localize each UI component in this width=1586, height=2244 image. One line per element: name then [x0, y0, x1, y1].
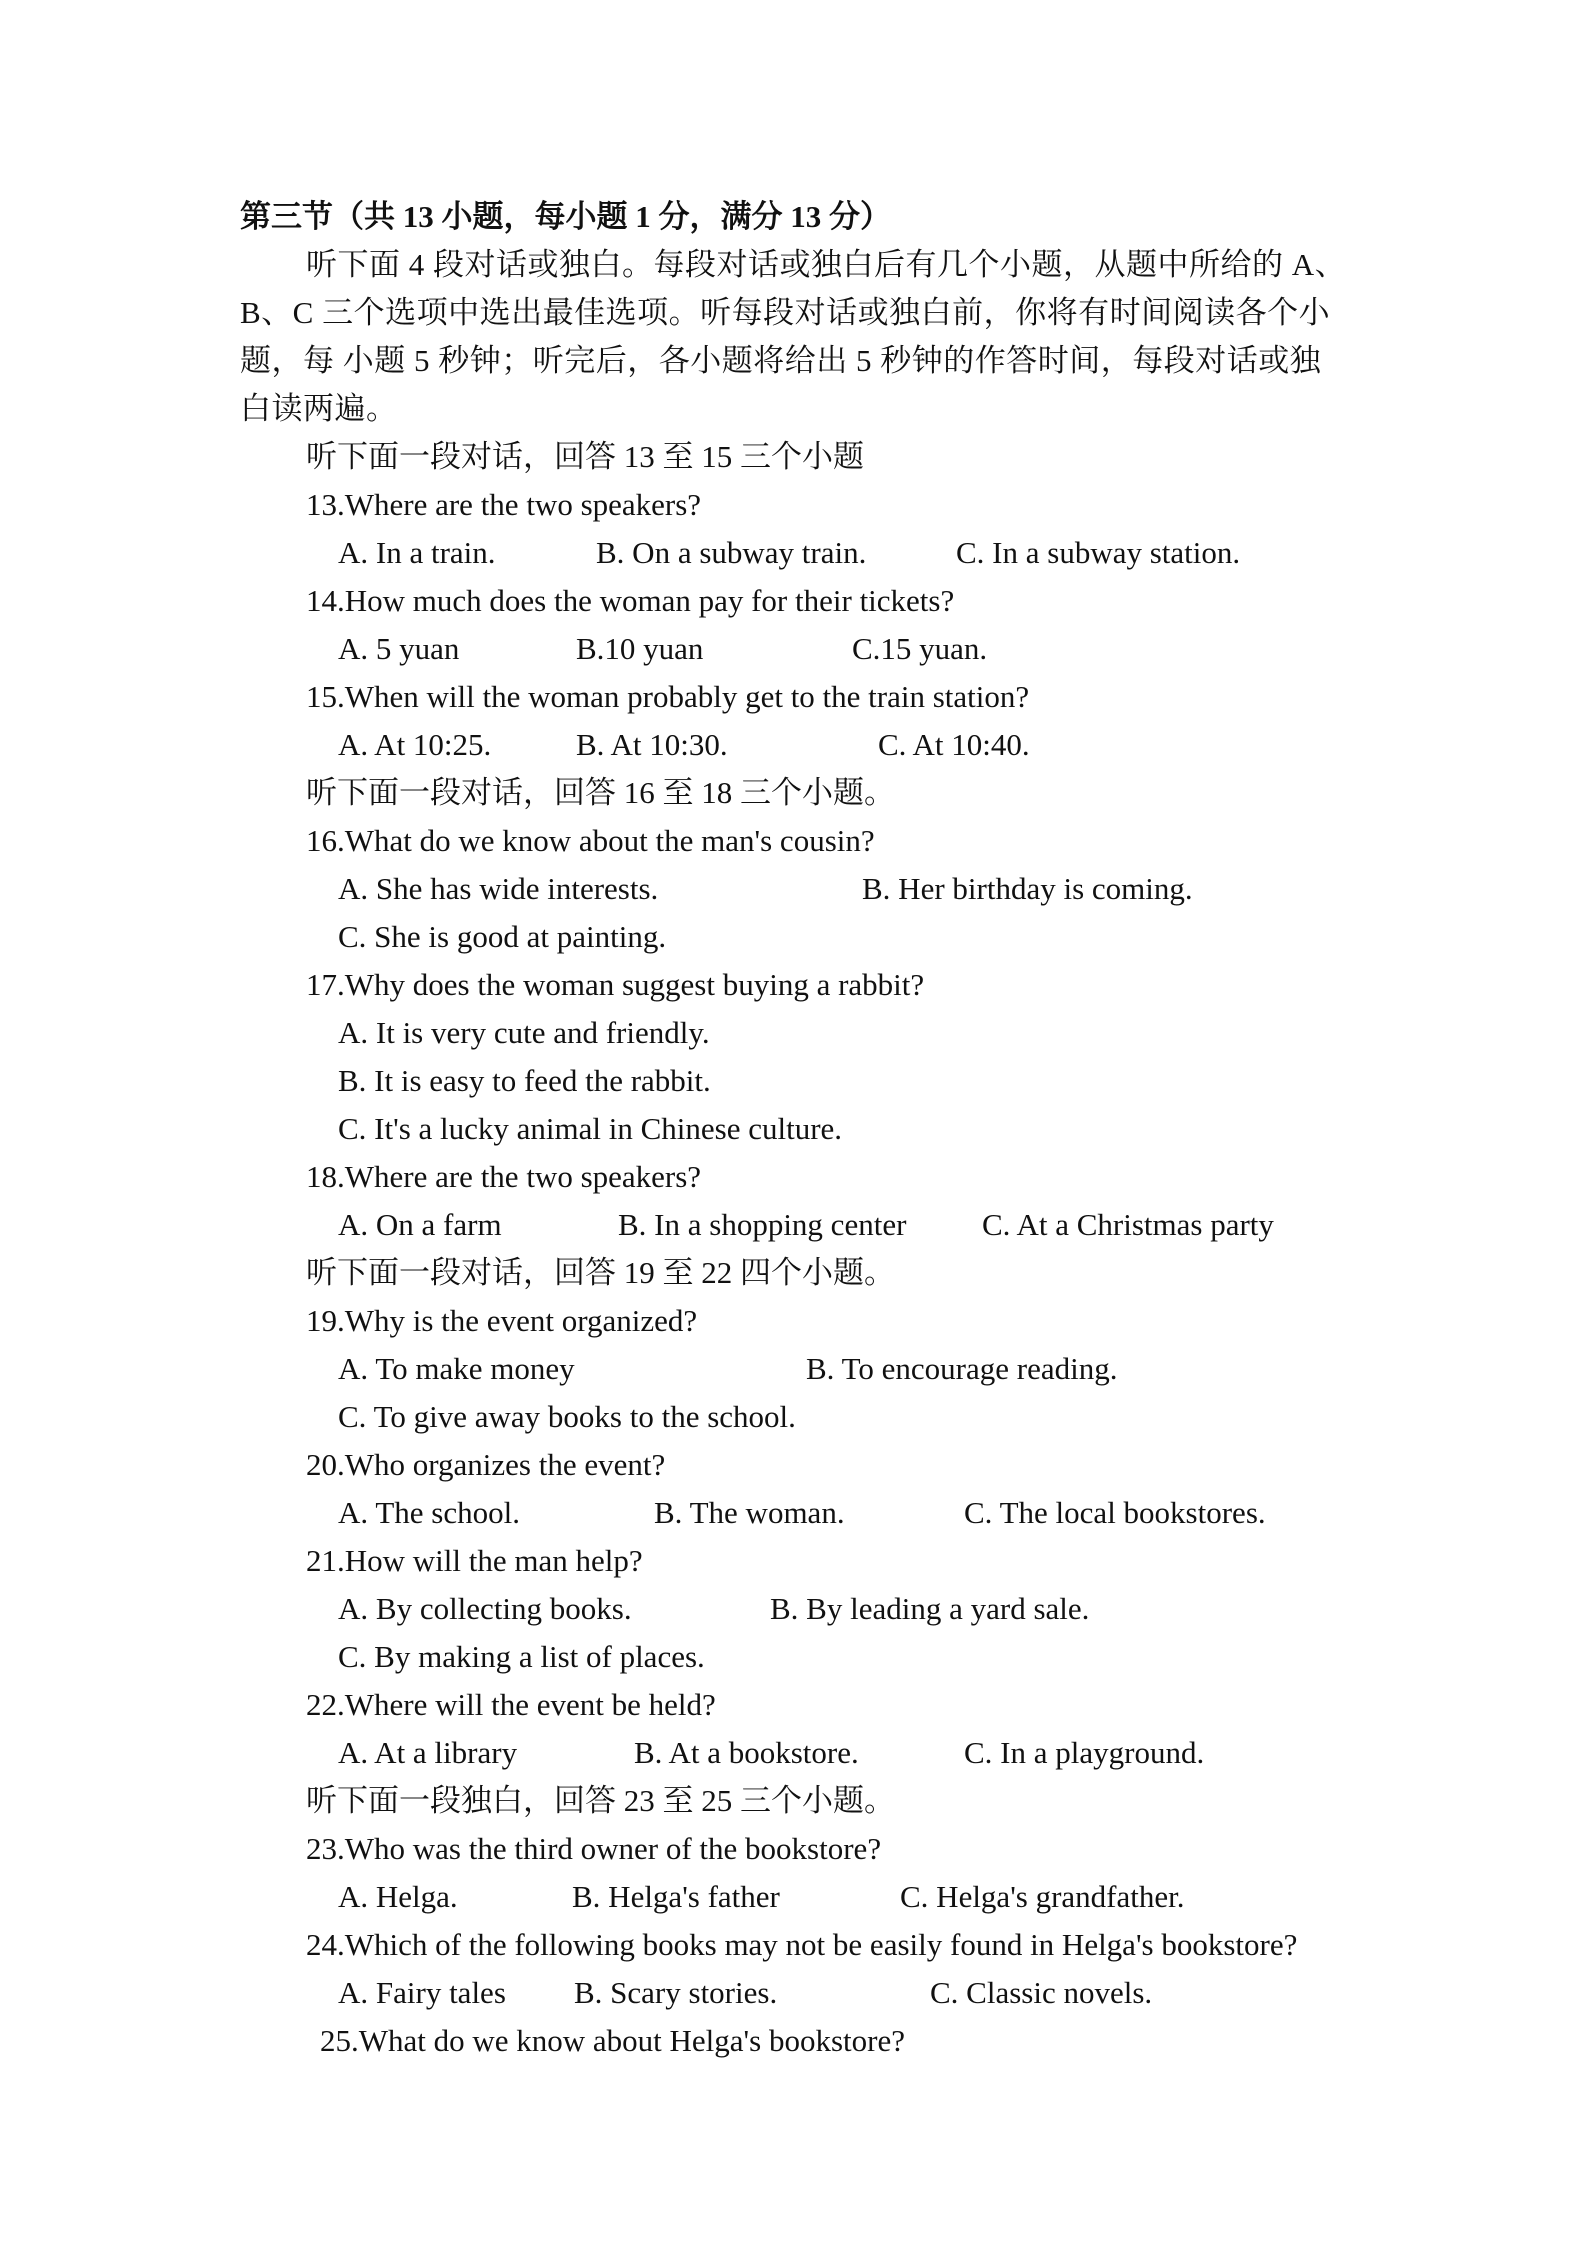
- instructions-line-3: 题，每 小题 5 秒钟；听完后，各小题将给出 5 秒钟的作答时间，每段对话或独: [240, 343, 1322, 378]
- question-21: 21.How will the man help?: [306, 1543, 643, 1578]
- q14-option-c: C.15 yuan.: [852, 631, 988, 666]
- question-16: 16.What do we know about the man's cousin?: [306, 823, 875, 858]
- q22-option-c: C. In a playground.: [964, 1735, 1205, 1770]
- question-18: 18.Where are the two speakers?: [306, 1159, 702, 1194]
- question-13: 13.Where are the two speakers?: [306, 487, 702, 522]
- q24-option-b: B. Scary stories.: [574, 1975, 778, 2010]
- q15-option-b: B. At 10:30.: [576, 727, 728, 762]
- q16-option-a: A. She has wide interests.: [338, 871, 659, 906]
- q13-option-a: A. In a train.: [338, 535, 496, 570]
- q15-option-a: A. At 10:25.: [338, 727, 492, 762]
- section-heading: 第三节（共 13 小题，每小题 1 分，满分 13 分）: [240, 199, 891, 234]
- question-24: 24.Which of the following books may not be easily found in Helga's bookstore?: [306, 1927, 1298, 1962]
- q23-option-b: B. Helga's father: [572, 1879, 780, 1914]
- q13-option-b: B. On a subway train.: [596, 535, 867, 570]
- q18-option-c: C. At a Christmas party: [982, 1207, 1274, 1242]
- q20-option-b: B. The woman.: [654, 1495, 845, 1530]
- q24-option-c: C. Classic novels.: [930, 1975, 1153, 2010]
- q20-option-a: A. The school.: [338, 1495, 520, 1530]
- question-23: 23.Who was the third owner of the bookstore?: [306, 1831, 882, 1866]
- instructions-line-4: 白读两遍。: [240, 391, 398, 426]
- q17-option-a: A. It is very cute and friendly.: [338, 1015, 710, 1050]
- q14-option-b: B.10 yuan: [576, 631, 704, 666]
- section-instruction-3: 听下面一段对话，回答 19 至 22 四个小题。: [306, 1255, 895, 1290]
- q20-option-c: C. The local bookstores.: [964, 1495, 1266, 1530]
- section-instruction-1: 听下面一段对话，回答 13 至 15 三个小题: [306, 439, 864, 474]
- question-14: 14.How much does the woman pay for their tickets?: [306, 583, 955, 618]
- q15-option-c: C. At 10:40.: [878, 727, 1030, 762]
- q21-option-b: B. By leading a yard sale.: [770, 1591, 1090, 1626]
- question-22: 22.Where will the event be held?: [306, 1687, 716, 1722]
- q17-option-c: C. It's a lucky animal in Chinese culture.: [338, 1111, 843, 1146]
- q18-option-a: A. On a farm: [338, 1207, 502, 1242]
- q19-option-c: C. To give away books to the school.: [338, 1399, 796, 1434]
- q16-option-c: C. She is good at painting.: [338, 919, 667, 954]
- q13-option-c: C. In a subway station.: [956, 535, 1241, 570]
- q23-option-c: C. Helga's grandfather.: [900, 1879, 1185, 1914]
- instructions-line-1: 听下面 4 段对话或独白。每段对话或独白后有几个小题，从题中所给的 A、: [306, 247, 1347, 282]
- q18-option-b: B. In a shopping center: [618, 1207, 907, 1242]
- question-17: 17.Why does the woman suggest buying a rabbit?: [306, 967, 925, 1002]
- question-20: 20.Who organizes the event?: [306, 1447, 666, 1482]
- q19-option-b: B. To encourage reading.: [806, 1351, 1118, 1386]
- q21-option-c: C. By making a list of places.: [338, 1639, 705, 1674]
- q21-option-a: A. By collecting books.: [338, 1591, 632, 1626]
- q22-option-a: A. At a library: [338, 1735, 518, 1770]
- question-15: 15.When will the woman probably get to the train station?: [306, 679, 1030, 714]
- section-instruction-4: 听下面一段独白，回答 23 至 25 三个小题。: [306, 1783, 895, 1818]
- q22-option-b: B. At a bookstore.: [634, 1735, 859, 1770]
- instructions-line-2: B、C 三个选项中选出最佳选项。听每段对话或独白前，你将有时间阅读各个小: [240, 295, 1331, 330]
- q24-option-a: A. Fairy tales: [338, 1975, 506, 2010]
- question-25: 25.What do we know about Helga's bookstore?: [320, 2023, 905, 2058]
- q14-option-a: A. 5 yuan: [338, 631, 460, 666]
- q16-option-b: B. Her birthday is coming.: [862, 871, 1193, 906]
- q17-option-b: B. It is easy to feed the rabbit.: [338, 1063, 711, 1098]
- q19-option-a: A. To make money: [338, 1351, 575, 1386]
- question-19: 19.Why is the event organized?: [306, 1303, 698, 1338]
- q23-option-a: A. Helga.: [338, 1879, 458, 1914]
- section-instruction-2: 听下面一段对话，回答 16 至 18 三个小题。: [306, 775, 895, 810]
